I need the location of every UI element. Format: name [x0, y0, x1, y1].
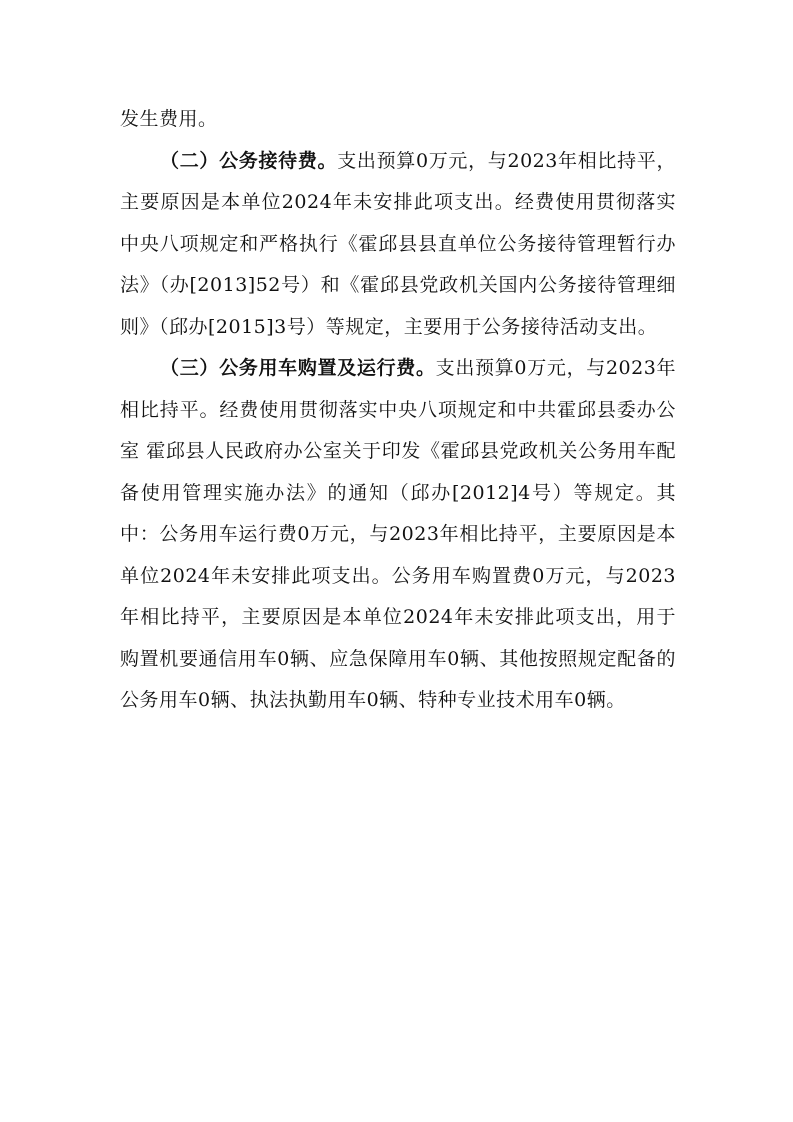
paragraph-continuation — [120, 99, 676, 141]
paragraph-vehicle-expenses — [120, 348, 676, 722]
document-body — [120, 99, 676, 722]
paragraph-body: 支出预算0万元，与2023年相比持平。经费使用贯彻落实中央八项规定和中共霍邱县委办公室 霍邱县人民政府办公室关于印发《霍邱县党政机关公务用车配备使用管理实施办法》的通知（邱办[2012]4号）等规定。其中：公务用车运行费0万元，与2023年相比持平，主要原因是本单位2024年未安排此项支出。公务用车购置费0万元，与2023年相比持平，主要原因是本单位2024年未安排此项支出，用于购置机要通信用车0辆、应急保障用车0辆、其他按照规定配备的公务用车0辆、执法执勤用车0辆、特种专业技术用车0辆。 — [120, 357, 676, 711]
paragraph-body: 支出预算0万元，与2023年相比持平，主要原因是本单位2024年未安排此项支出。经费使用贯彻落实中央八项规定和严格执行《霍邱县县直单位公务接待管理暂行办法》（办[2013]52号）和《霍邱县党政机关国内公务接待管理细则》（邱办[2015]3号）等规定，主要用于公务接待活动支出。 — [120, 149, 676, 338]
section-heading-reception: （二）公务接待费。 — [160, 149, 338, 172]
paragraph-reception-expenses — [120, 141, 676, 349]
paragraph-body: 发生费用。 — [120, 108, 218, 130]
section-heading-vehicles: （三）公务用车购置及运行费。 — [160, 357, 436, 379]
